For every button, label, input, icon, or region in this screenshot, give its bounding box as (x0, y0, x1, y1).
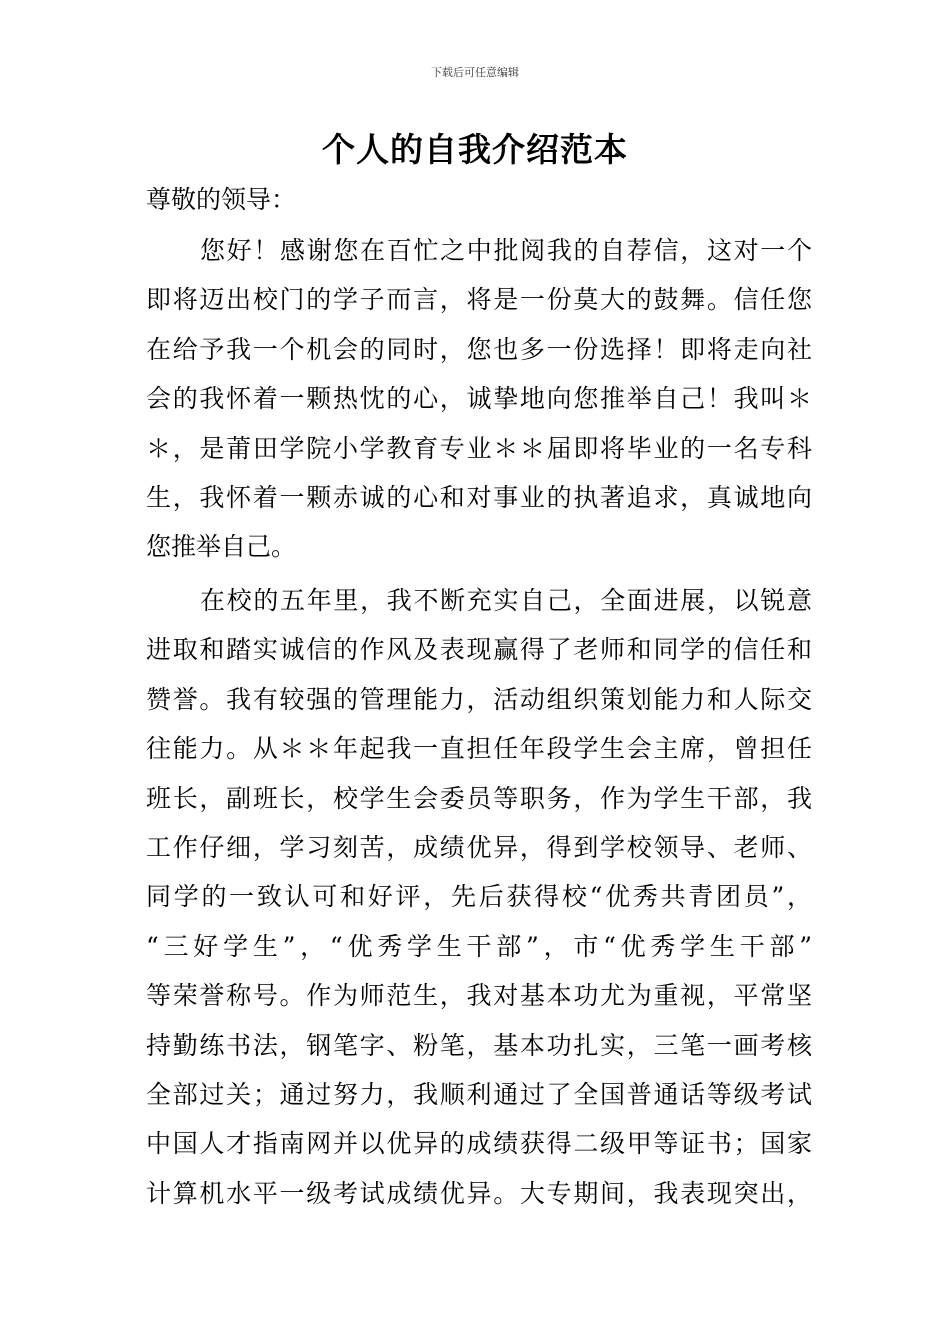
paragraph-line: 全部过关；通过努力，我顺利通过了全国普通话等级考试 (146, 1079, 812, 1109)
paragraph-line: 班长，副班长，校学生会委员等职务，作为学生干部，我 (146, 783, 812, 813)
paragraph-line: 赞誉。我有较强的管理能力，活动组织策划能力和人际交 (146, 684, 812, 714)
paragraph-line: 同学的一致认可和好评，先后获得校“优秀共青团员”， (146, 882, 812, 912)
paragraph-2 (146, 576, 812, 1218)
paragraph-line: 在校的五年里，我不断充实自己，全面进展，以锐意 (200, 586, 812, 615)
salutation: 尊敬的领导： (146, 185, 297, 214)
paragraph-line: 生，我怀着一颗赤诚的心和对事业的执著追求，真诚地向 (146, 482, 812, 512)
paragraph-line: 会的我怀着一颗热忱的心，诚挚地向您推举自己！我叫＊ (146, 384, 812, 414)
paragraph-line: 您推举自己。 (146, 532, 297, 562)
paragraph-line: 往能力。从＊＊年起我一直担任年段学生会主席，曾担任 (146, 734, 812, 764)
paragraph-line: 在给予我一个机会的同时，您也多一份选择！即将走向社 (146, 334, 812, 364)
paragraph-line: 等荣誉称号。作为师范生，我对基本功尤为重视，平常坚 (146, 981, 812, 1011)
paragraph-line: 您好！感谢您在百忙之中批阅我的自荐信，这对一个 (200, 236, 812, 265)
paragraph-1 (146, 226, 812, 572)
paragraph-line: 即将迈出校门的学子而言，将是一份莫大的鼓舞。信任您 (146, 285, 812, 315)
header-note: 下载后可任意编辑 (431, 66, 519, 79)
paragraph-line: “三好学生”，“优秀学生干部”，市“优秀学生干部” (146, 931, 812, 961)
paragraph-line: 持勤练书法，钢笔字、粉笔，基本功扎实，三笔一画考核 (146, 1030, 812, 1060)
paragraph-line: 计算机水平一级考试成绩优异。大专期间，我表现突出， (146, 1178, 812, 1208)
document-title: 个人的自我介绍范本 (322, 130, 628, 169)
paragraph-line: ＊，是莆田学院小学教育专业＊＊届即将毕业的一名专科 (146, 433, 812, 463)
paragraph-line: 工作仔细，学习刻苦，成绩优异，得到学校领导、老师、 (146, 832, 812, 862)
paragraph-line: 进取和踏实诚信的作风及表现赢得了老师和同学的信任和 (146, 635, 812, 665)
paragraph-line: 中国人才指南网并以优异的成绩获得二级甲等证书；国家 (146, 1129, 812, 1159)
